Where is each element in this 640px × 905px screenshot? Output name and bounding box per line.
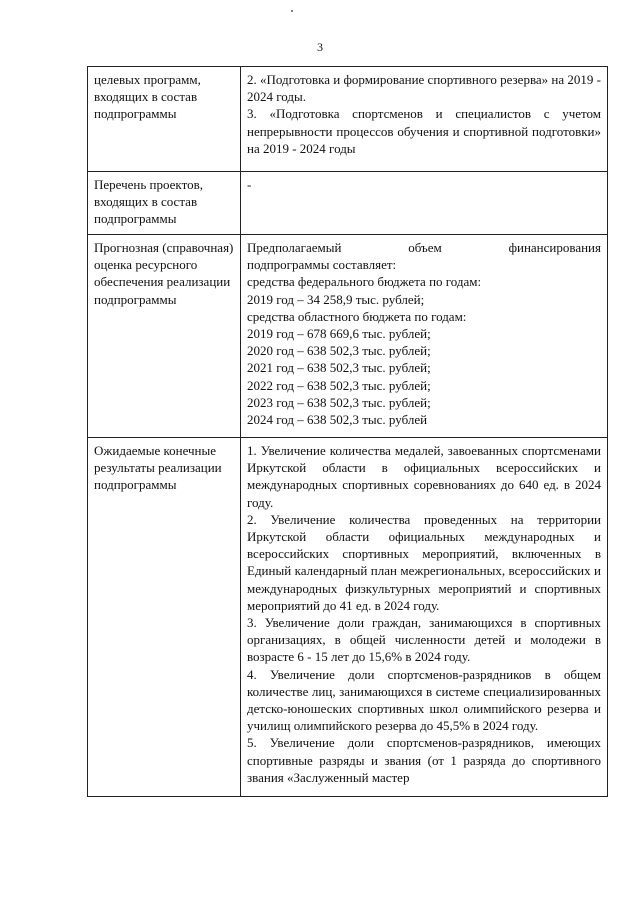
row-content: -: [241, 172, 608, 235]
financing-line: средства федерального бюджета по годам:: [247, 274, 482, 290]
program-item: 3. «Подготовка спортсменов и специалистов с учетом непрерывности процессов обучения и спортивной подготовки» на 2019 - 2024 годы: [247, 106, 601, 156]
row-label: Перечень проектов, входящих в состав подпрограммы: [88, 172, 241, 235]
table-row: [88, 67, 608, 172]
financing-line: 2024 год – 638 502,3 тыс. рублей: [247, 412, 428, 428]
financing-line: подпрограммы составляет:: [247, 257, 397, 273]
scan-dot: [291, 10, 293, 12]
table-row: [88, 235, 608, 438]
row-content: [241, 438, 608, 797]
financing-line: 2019 год – 678 669,6 тыс. рублей;: [247, 326, 431, 342]
table-row: [88, 438, 608, 797]
row-content: [241, 235, 608, 438]
row-content: [241, 67, 608, 172]
table-row: [88, 172, 608, 235]
financing-line: 2022 год – 638 502,3 тыс. рублей;: [247, 377, 431, 393]
result-item: 4. Увеличение доли спортсменов-разрядников в общем количестве лиц, занимающихся в системе специализированных детско-юношеских спортивных школ олимпийского резерва и училищ олимпийского резерва до 45,5% в 2024 году.: [247, 666, 601, 734]
row-label: Ожидаемые конечные результаты реализации подпрограммы: [88, 438, 241, 797]
financing-line: 2019 год – 34 258,9 тыс. рублей;: [247, 291, 425, 307]
subprogram-passport-table: [87, 66, 608, 797]
financing-line: Предполагаемый объем финансирования: [247, 240, 601, 255]
financing-line: 2023 год – 638 502,3 тыс. рублей;: [247, 394, 431, 410]
row-label: целевых программ, входящих в состав подпрограммы: [88, 67, 241, 172]
financing-line: 2020 год – 638 502,3 тыс. рублей;: [247, 343, 431, 359]
result-item: 5. Увеличение доли спортсменов-разрядников, имеющих спортивные разряды и звания (от 1 разряда до спортивного звания «Заслуженный мастер: [247, 735, 601, 785]
result-item: 2. Увеличение количества проведенных на территории Иркутской области официальных международных и всероссийских спортивных мероприятий, включенных в Единый календарный план межрегиональных, всероссийских и международных физкультурных мероприятий и спортивных мероприятий до 41 ед. в 2024 году.: [247, 511, 601, 613]
financing-line: 2021 год – 638 502,3 тыс. рублей;: [247, 360, 431, 376]
row-label: Прогнозная (справочная) оценка ресурсного обеспечения реализации подпрограммы: [88, 235, 241, 438]
result-item: 3. Увеличение доли граждан, занимающихся в спортивных организациях, в общей численности детей и молодежи в возрасте 6 - 15 лет до 15,6% в 2024 году.: [247, 615, 601, 665]
program-item: 2. «Подготовка и формирование спортивного резерва» на 2019 - 2024 годы.: [247, 72, 601, 105]
page-number: 3: [317, 40, 323, 54]
financing-line: средства областного бюджета по годам:: [247, 308, 467, 324]
result-item: 1. Увеличение количества медалей, завоеванных спортсменами Иркутской области в официальных всероссийских и международных спортивных соревнованиях до 640 ед. в 2024 году.: [247, 443, 601, 510]
